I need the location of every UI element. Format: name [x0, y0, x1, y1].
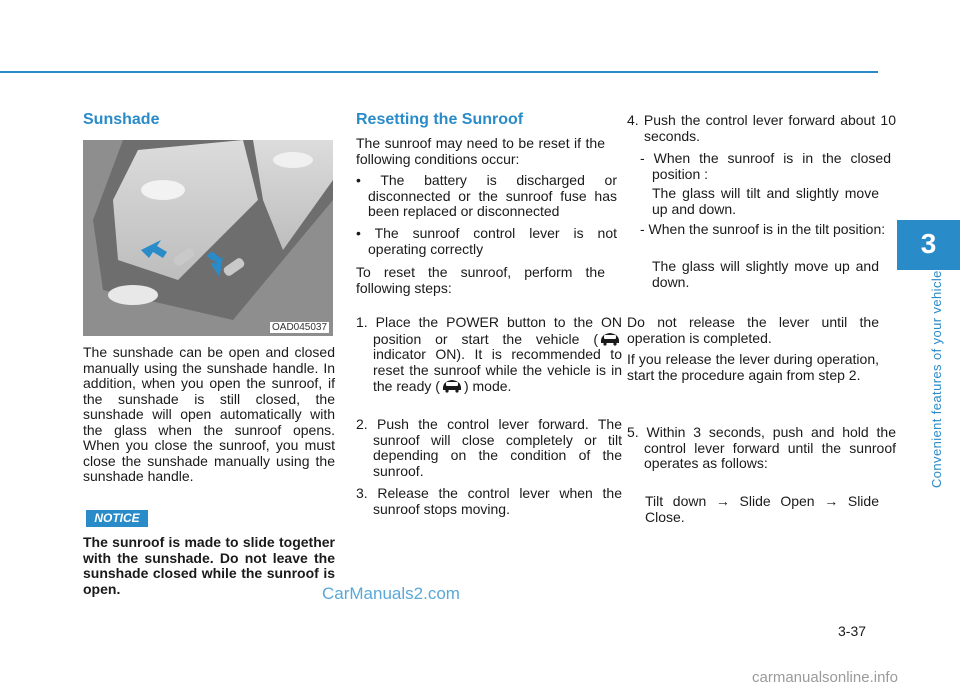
header-rule: [0, 71, 878, 73]
step-4-closed: - When the sunroof is in the closed position :: [640, 150, 891, 182]
do-not-release-note: Do not release the lever until the operation is completed.: [627, 314, 879, 346]
notice-badge: NOTICE: [86, 510, 148, 527]
notice-text: The sunroof is made to slide together with the sunshade. Do not leave the sunshade closed while the sunroof is open.: [83, 534, 335, 597]
step-4-closed-result: The glass will tilt and slightly move up and down.: [652, 185, 879, 217]
chapter-tab: [897, 220, 960, 270]
step-4: 4. Push the control lever forward about 10 seconds.: [627, 112, 896, 144]
ready-indicator-icon: [440, 378, 464, 393]
sunshade-body: The sunshade can be open and closed manually using the sunshade handle. In addition, when you open the sunroof, if the sunshade is still closed, the sunshade will open automatically with the glass when the sunroof opens. When you close the sunroof, you must close the sunshade manually using the sunshade handle.: [83, 344, 335, 484]
chapter-number: 3: [920, 228, 937, 259]
watermark-bottom: carmanualsonline.info: [752, 669, 898, 686]
step-4-tilt-result: The glass will slightly move up and down.: [652, 258, 879, 290]
step-1-text-a: 1. Place the POWER button to the ON position or start the vehicle (: [356, 314, 622, 347]
bullet-item: • The sunroof control lever is not operating correctly: [356, 225, 617, 257]
sunshade-heading: Sunshade: [83, 111, 160, 128]
step-5: 5. Within 3 seconds, push and hold the control lever forward until the sunroof operates as follows:: [627, 424, 896, 471]
step-3: 3. Release the control lever when the sunroof stops moving.: [356, 485, 622, 517]
reset-heading: Resetting the Sunroof: [356, 111, 524, 128]
step-1-text-c: ) mode.: [463, 378, 512, 394]
reset-intro: The sunroof may need to be reset if the following conditions occur:: [356, 135, 605, 167]
sunshade-photo: [83, 140, 333, 336]
step-1: [356, 315, 622, 395]
watermark-top: CarManuals2.com: [322, 584, 460, 603]
procedure-intro: To reset the sunroof, perform the following steps:: [356, 264, 605, 296]
bullet-item: • The battery is discharged or disconnected or the sunroof fuse has been replaced or disconnected: [356, 172, 617, 219]
page-number: 3-37: [838, 623, 867, 639]
operation-sequence: Tilt down → Slide Open → Slide Close.: [645, 493, 879, 525]
step-4-tilt: - When the sunroof is in the tilt position:: [640, 221, 886, 237]
if-release-note: If you release the lever during operation, start the procedure again from step 2.: [627, 351, 879, 383]
ready-indicator-icon: [598, 331, 622, 346]
step-1-text-b: indicator ON). It is recommended to reset the sunroof while the vehicle is in the ready (: [373, 346, 622, 394]
chapter-title: Convenient features of your vehicle: [929, 270, 944, 488]
step-2: 2. Push the control lever forward. The sunroof will close completely or tilt depending on the condition of the sunroof.: [356, 416, 622, 479]
figure-code: OAD045037: [272, 322, 328, 333]
